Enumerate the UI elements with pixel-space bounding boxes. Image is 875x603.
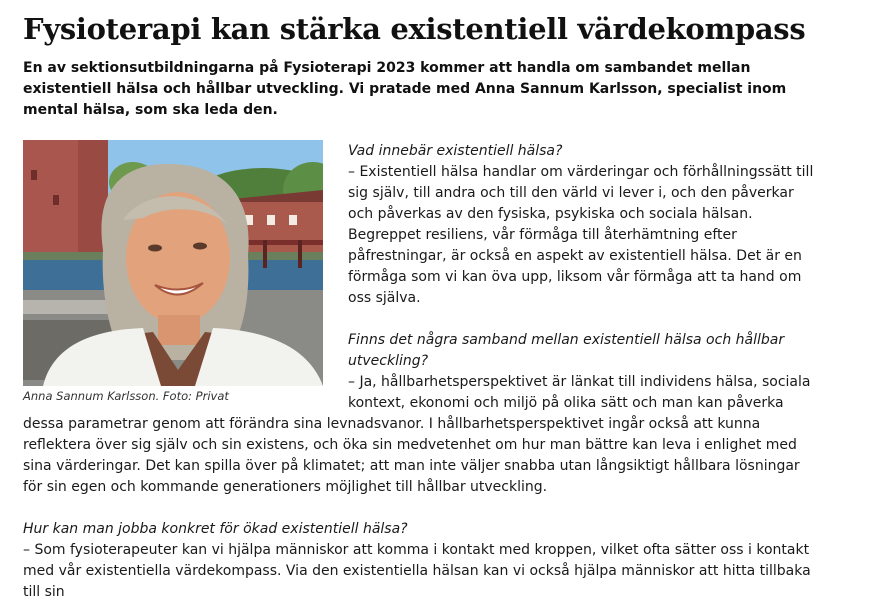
article-lead: En av sektionsutbildningarna på Fysioterapi 2023 kommer att handla om sambandet mellan existentiell hälsa och hållbar utveckling. Vi pratade med Anna Sannum Karlsson, specialist inom mental hälsa, som ska leda den. [23, 60, 787, 118]
article-figure [23, 140, 323, 404]
answer-2: – Ja, hållbarhetsperspektivet är länkat till individens hälsa, sociala kontext, ekonomi och miljö på olika sätt och man kan påverka dessa parametrar genom att förändra sina levnadsvanor. I hållbarhetsperspektivet ingår också att kunna reflektera över sig själv och sin existens, och öka sin medvetenhet om hur man bättre kan leva i enlighet med sina värderingar. Det kan spilla över på klimatet; att man inte väljer snabba utan långsiktigt hållbara lösningar för sin egen och kommande generationers möjlighet till hållbar utveckling. [23, 374, 811, 495]
answer-1: – Existentiell hälsa handlar om värderingar och förhållningssätt till sig själv, till andra och till den värld vi lever i, och den påverkar och påverkas av den fysiska, psykiska och sociala hälsan. Begreppet resiliens, vår förmåga till återhämtning efter påfrestningar, är också en aspekt av existentiell hälsa. Det är en förmåga som vi kan öva upp, liksom vår förmåga att ta hand om oss själva. [348, 164, 814, 306]
answer-3: – Som fysioterapeuter kan vi hjälpa människor att komma i kontakt med kroppen, vilket ofta sätter oss i kontakt med vår existentiella värdekompass. Via den existentiella hälsan kan vi också hjälpa människor att hitta tillbaka till sin [23, 542, 811, 600]
article-title: Fysioterapi kan stärka existentiell värdekompass [23, 12, 806, 46]
question-2: Finns det några samband mellan existentiell hälsa och hållbar utveckling? [348, 332, 785, 369]
portrait-photo [23, 140, 323, 386]
question-1: Vad innebär existentiell hälsa? [348, 143, 563, 159]
question-3: Hur kan man jobba konkret för ökad existentiell hälsa? [23, 521, 408, 537]
photo-caption: Anna Sannum Karlsson. Foto: Privat [23, 389, 229, 403]
